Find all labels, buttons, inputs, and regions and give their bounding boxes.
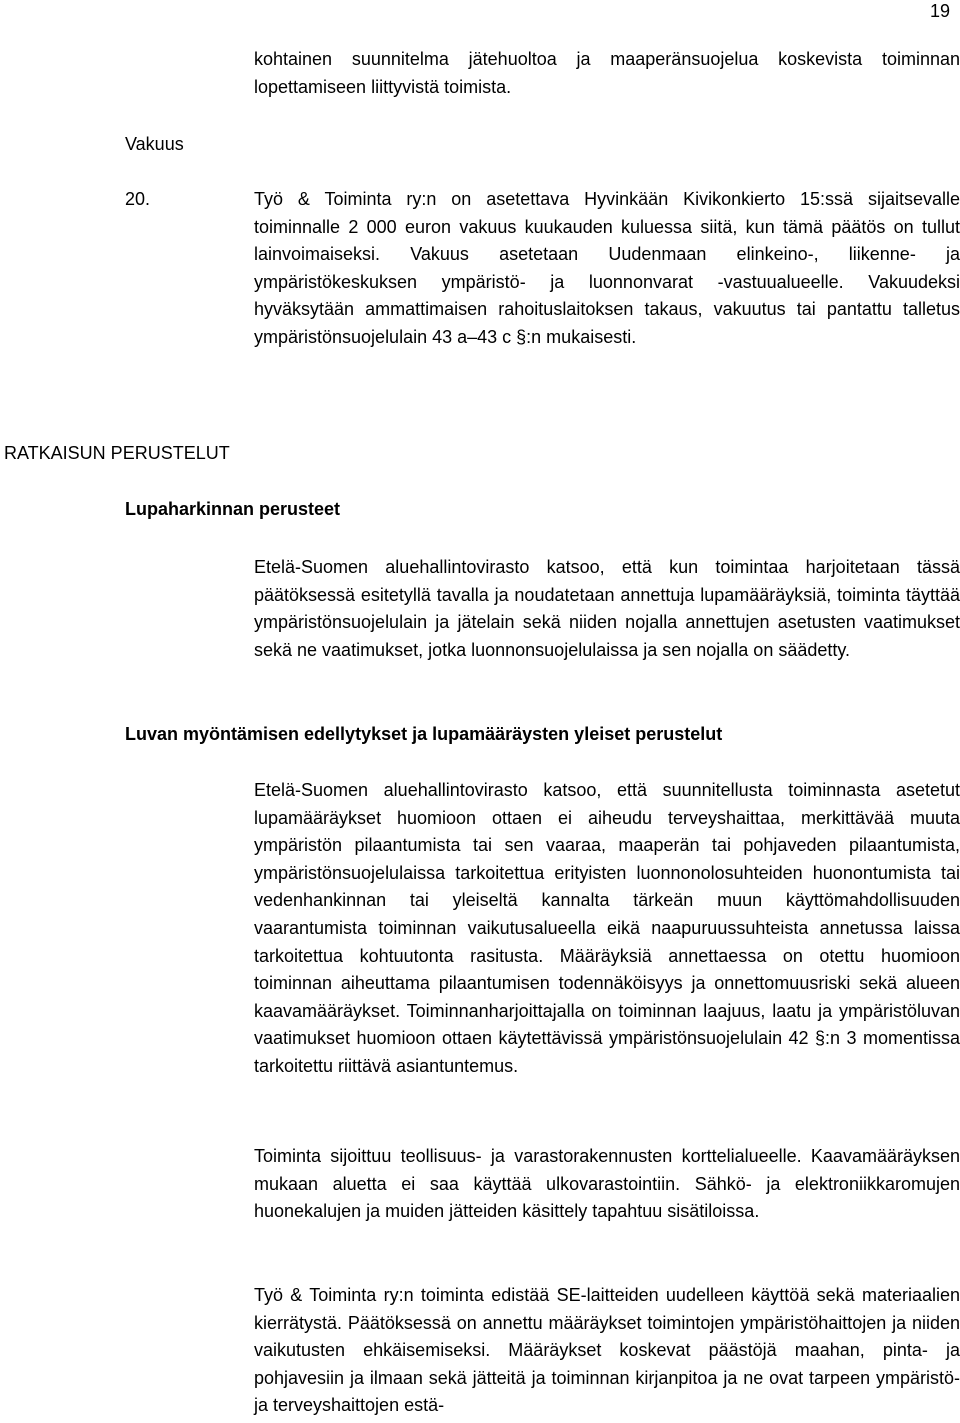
intro-paragraph: kohtainen suunnitelma jätehuoltoa ja maaperänsuojelua koskevista toiminnan lopettamiseen liittyvistä toimista. [254,49,960,97]
luvan-paragraph-2: Toiminta sijoittuu teollisuus- ja varastorakennusten korttelialueelle. Kaavamääräyksen mukaan aluetta ei saa käyttää ulkovarastointiin. Sähkö- ja elektroniikkaromujen huonekalujen ja muiden jätteiden käsittely tapahtuu sisätiloissa. [254,1146,960,1222]
luvan-paragraph-1: Etelä-Suomen aluehallintovirasto katsoo, että suunnitellusta toiminnasta asetetut lupamääräykset huomioon ottaen ei aiheudu terveyshaittaa, merkittävää muuta ympäristön pilaantumista tai sen vaaraa, maaperän tai pohjaveden pilaantumista, ympäristönsuojelulaissa tarkoitettua erityisten luonnonolosuhteiden huonontumista tai vedenhankinnan tai yleiseltä kannalta tärkeän muun käyttömahdollisuuden vaarantumista toiminnan vaikutusalueella eikä naapuruussuhteista annetussa laissa tarkoitettua kohtuutonta rasitusta. Määräyksiä annettaessa on otettu huomioon toiminnan aiheuttama pilaantumisen todennäköisyys ja onnettomuusriski sekä alueen kaavamääräykset. Toiminnanharjoittajalla on toiminnan laajuus, laatu ja ympäristöluvan vaatimukset huomioon ottaen käytettävissä ympäristönsuojelulain 42 §:n 3 momentissa tarkoitettu riittävä asiantuntemus. [254,780,960,1076]
subheading-luvan-myontamisen-edellytykset: Luvan myöntämisen edellytykset ja lupamääräysten yleiset perustelut [125,724,723,744]
vakuus-heading: Vakuus [125,134,184,154]
luvan-paragraph-3: Työ & Toiminta ry:n toiminta edistää SE-laitteiden uudelleen käyttöä sekä materiaalien kierrätystä. Päätöksessä on annettu määräykset toimintojen ympäristöhaittojen ja niiden vaikutusten ehkäisemiseksi. Määräykset koskevat päästöjä maahan, pinta- ja pohjavesiin ja ilmaan sekä jätteitä ja toiminnan kirjanpitoa ja ne ovat tarpeen ympäristö- ja terveyshaittojen estä- [254,1285,960,1416]
vakuus-paragraph: Työ & Toiminta ry:n on asetettava Hyvinkään Kivikonkierto 15:ssä sijaitsevalle toiminnalle 2 000 euron vakuus kuukauden kuluessa siitä, kun tämä päätös on tullut lainvoimaiseksi. Vakuus asetetaan Uudenmaan elinkeino-, liikenne- ja ympäristökeskuksen ympäristö- ja luonnonvarat -vastuualueelle. Vakuudeksi hyväksytään ammattimaisen rahoituslaitoksen takaus, vakuutus tai pantattu talletus ympäristönsuojelulain 43 a–43 c §:n mukaisesti. [254,189,960,347]
page-number: 19 [929,1,950,21]
subheading-lupaharkinnan-perusteet: Lupaharkinnan perusteet [125,499,341,519]
lupaharkinnan-paragraph: Etelä-Suomen aluehallintovirasto katsoo, että kun toimintaa harjoitetaan tässä päätöksessä esitetyllä tavalla ja noudatetaan annettuja lupamääräyksiä, toiminta täyttää ympäristönsuojelulain ja jätelain sekä niiden nojalla annettujen asetusten vaatimukset sekä ne vaatimukset, jotka luonnonsuojelulaissa ja sen nojalla on säädetty. [254,557,960,660]
item-number: 20. [125,189,151,209]
section-heading-ratkaisun-perustelut: RATKAISUN PERUSTELUT [4,443,230,463]
